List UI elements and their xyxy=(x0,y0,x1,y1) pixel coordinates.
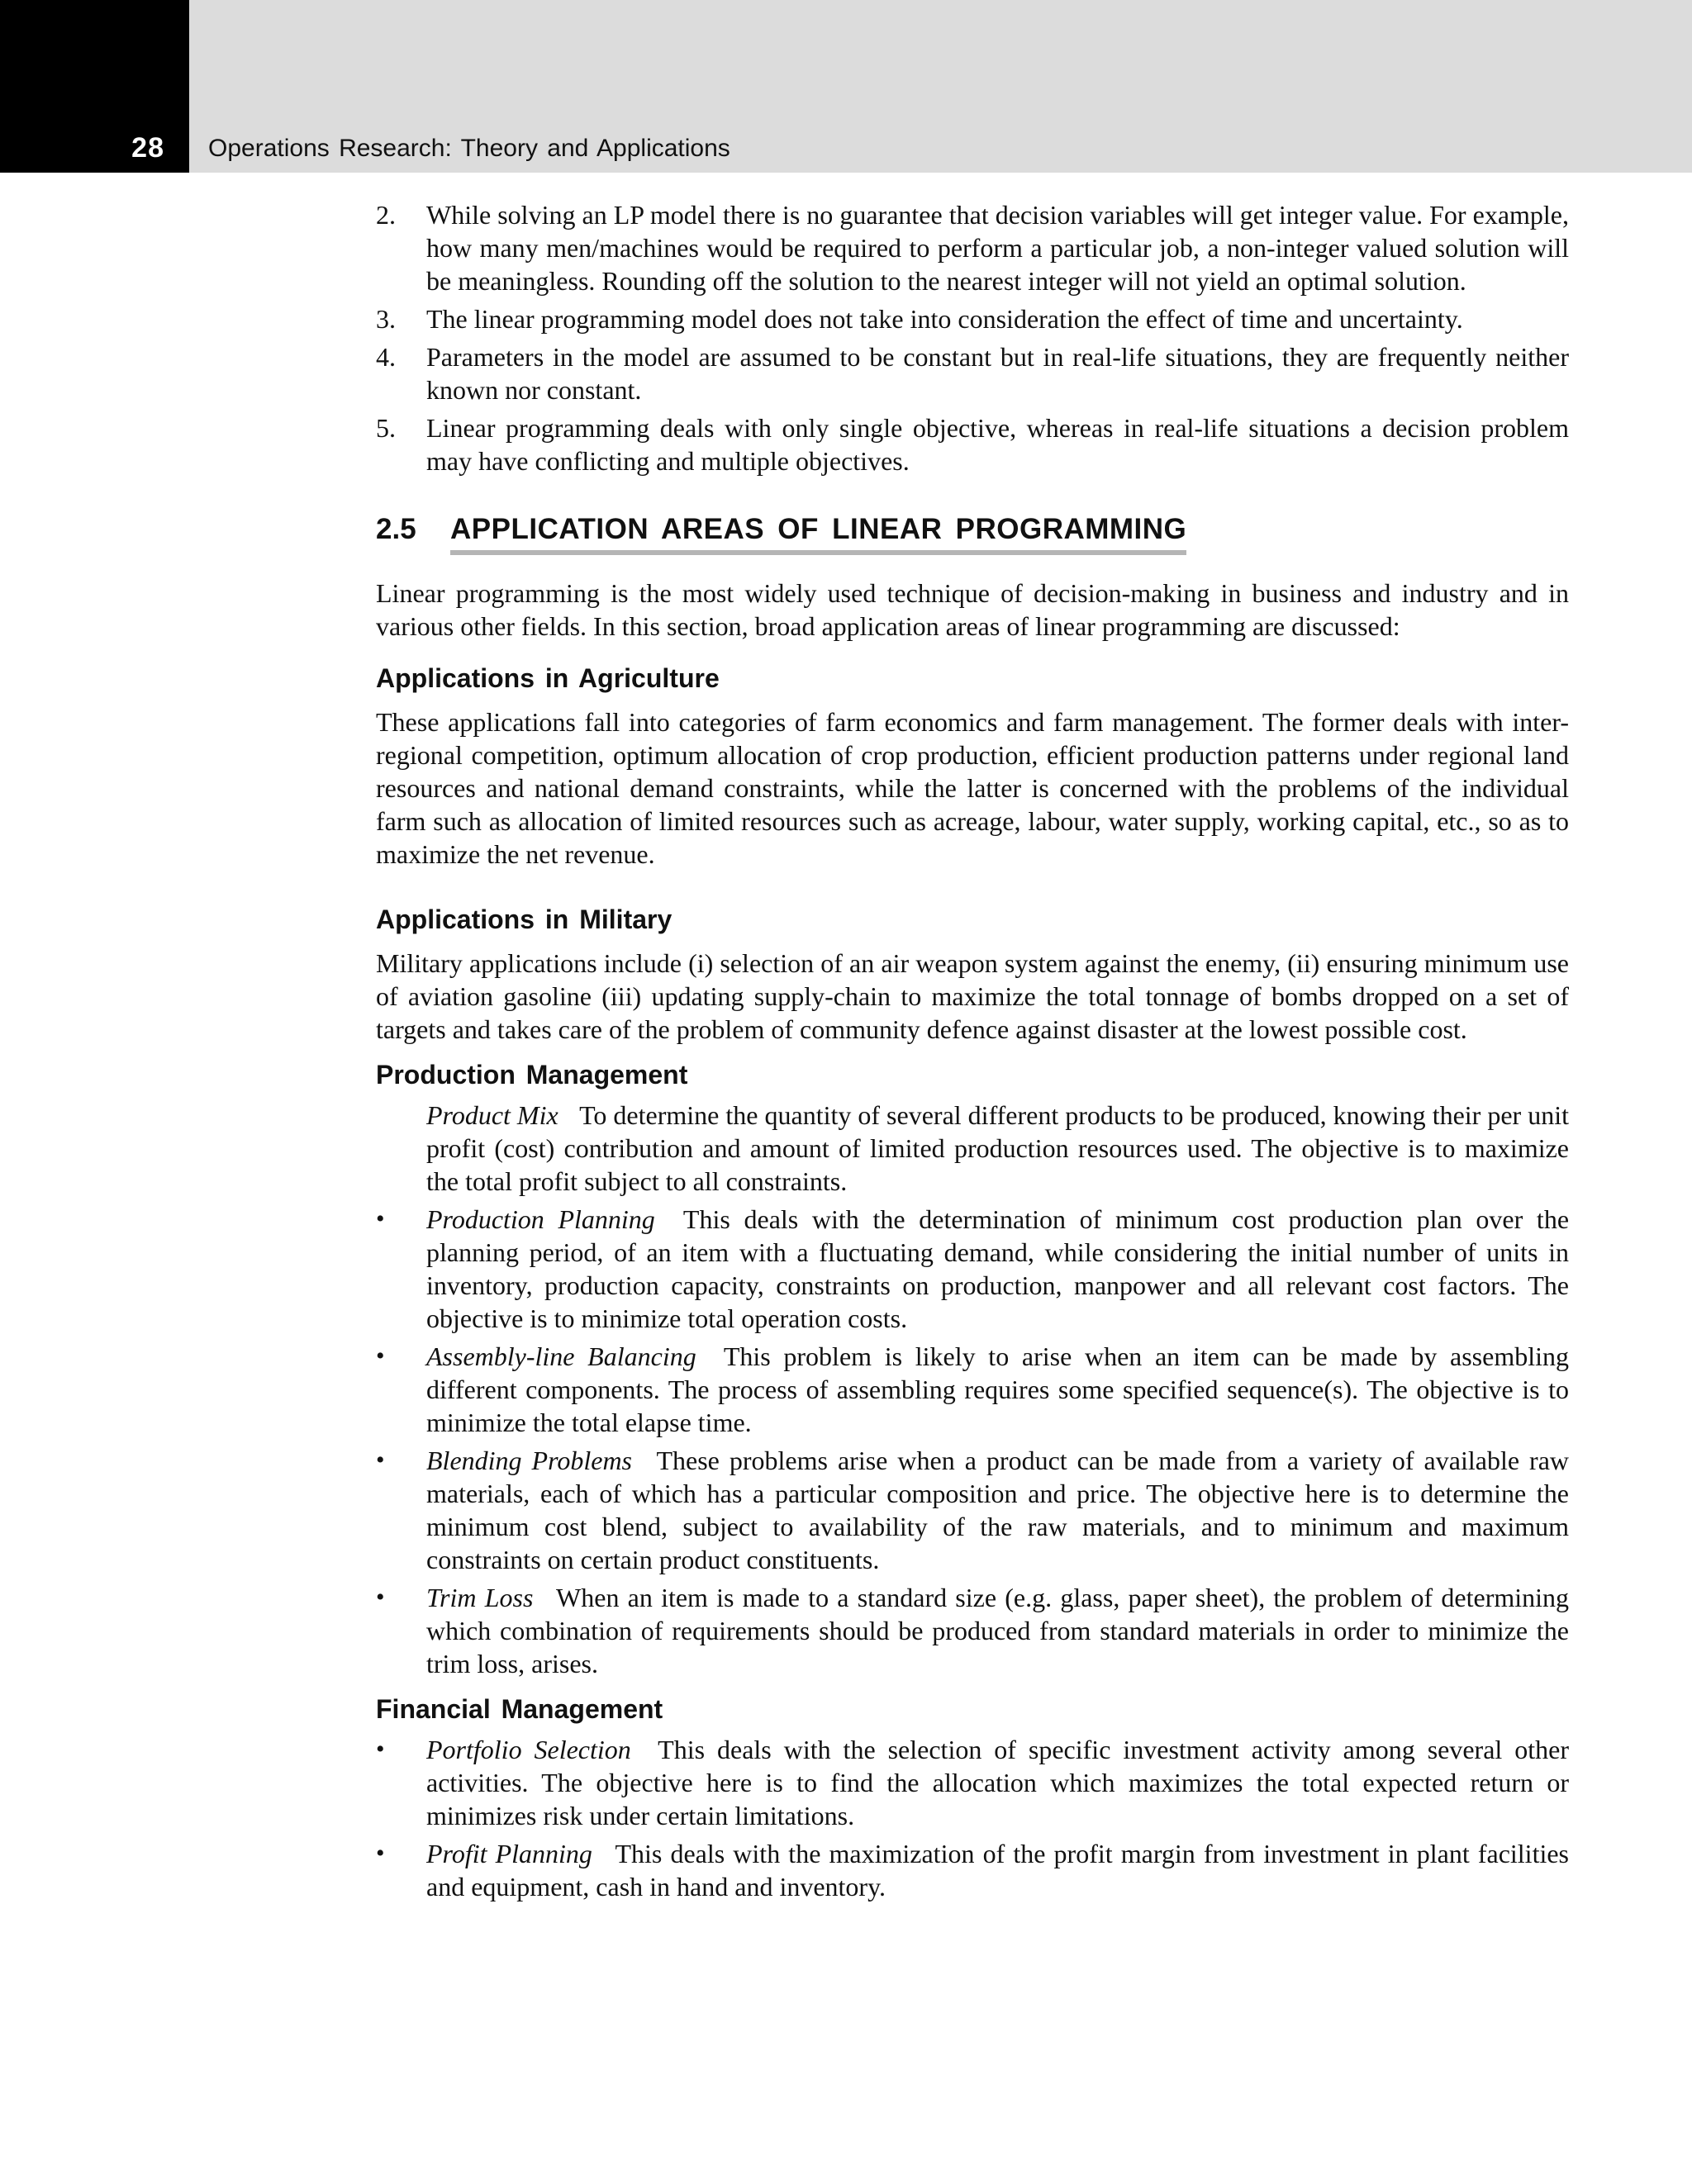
item-term: Production Planning xyxy=(426,1204,655,1234)
section-heading xyxy=(376,510,1569,555)
page-number: 28 xyxy=(131,132,164,164)
item-term: Profit Planning xyxy=(426,1839,592,1868)
list-item xyxy=(376,1733,1569,1832)
production-list xyxy=(376,1099,1569,1680)
item-text: These problems arise when a product can be made from a variety of available raw materials, each of which has a particular composition and price. The objective here is to determine the minimum cost blend, subject to availability of the raw materials, and to minimum and maximum constraints on certain product constituents. xyxy=(426,1446,1570,1574)
bullet: • xyxy=(376,1342,385,1370)
item-term: Blending Problems xyxy=(426,1446,633,1475)
list-item xyxy=(376,340,1569,406)
item-text: This problem is likely to arise when an item can be made by assembling different components. The process of assembling requires some specified sequence(s). The objective is to minimize the total elapse time. xyxy=(426,1341,1570,1437)
section-number: 2.5 xyxy=(376,513,416,545)
list-item xyxy=(376,1444,1569,1576)
item-term: Portfolio Selection xyxy=(426,1735,631,1764)
list-item xyxy=(376,411,1569,477)
list-item xyxy=(376,1837,1569,1903)
list-item xyxy=(376,1581,1569,1680)
item-text: While solving an LP model there is no guarantee that decision variables will get integer value. For example, how many men/machines would be required to perform a particular job, a non-integer valued solution will be meaningless. Rounding off the solution to the nearest integer will not yield an optimal solution. xyxy=(426,200,1569,296)
subheading-production: Production Management xyxy=(376,1060,688,1090)
list-item xyxy=(376,1099,1569,1198)
item-text: This deals with the maximization of the profit margin from investment in plant facilities and equipment, cash in hand and inventory. xyxy=(426,1839,1570,1902)
item-term: Assembly-line Balancing xyxy=(426,1341,696,1371)
running-title: Operations Research: Theory and Applications xyxy=(208,135,730,162)
item-text: To determine the quantity of several different products to be produced, knowing their per unit profit (cost) contribution and amount of limited production resources used. The objective is to maximize the total profit subject to all constraints. xyxy=(426,1100,1570,1196)
item-text: Parameters in the model are assumed to be constant but in real-life situations, they are frequently neither known nor constant. xyxy=(426,342,1569,405)
page-body xyxy=(376,198,1569,1908)
section-intro: Linear programming is the most widely used technique of decision-making in business and industry and in various other fields. In this section, broad application areas of linear programming are discussed: xyxy=(376,578,1569,641)
list-item xyxy=(376,302,1569,335)
bullet: • xyxy=(376,1205,385,1232)
list-item xyxy=(376,1203,1569,1335)
page-number-box xyxy=(0,0,189,173)
bullet: • xyxy=(376,1735,385,1763)
bullet: • xyxy=(376,1840,385,1867)
item-text: The linear programming model does not take into consideration the effect of time and uncertainty. xyxy=(426,304,1463,334)
list-item xyxy=(376,198,1569,297)
item-text: When an item is made to a standard size (e.g. glass, paper sheet), the problem of determining which combination of requirements should be produced from standard materials in order to minimize the trim loss, arises. xyxy=(426,1583,1570,1678)
bullet: • xyxy=(376,1583,385,1611)
agriculture-text: These applications fall into categories of farm economics and farm management. The former deals with inter-regional competition, optimum allocation of crop production, efficient production patterns under regional land resources and national demand constraints, while the latter is concerned with the problems of the individual farm such as allocation of limited resources such as acreage, labour, water supply, working capital, etc., so as to maximize the net revenue. xyxy=(376,707,1569,869)
subheading-financial: Financial Management xyxy=(376,1694,663,1724)
section-title: APPLICATION AREAS OF LINEAR PROGRAMMING xyxy=(450,510,1186,555)
bullet: • xyxy=(376,1446,385,1474)
item-number: 2. xyxy=(376,200,396,230)
item-text: This deals with the determination of minimum cost production plan over the planning period, of an item with a fluctuating demand, while considering the initial number of units in inventory, production capacity, constraints on production, manpower and all relevant cost factors. The objective is to minimize total operation costs. xyxy=(426,1204,1570,1333)
item-number: 4. xyxy=(376,342,396,372)
item-term: Product Mix xyxy=(426,1100,558,1130)
list-item xyxy=(376,1340,1569,1439)
item-number: 3. xyxy=(376,304,396,334)
military-text: Military applications include (i) selection of an air weapon system against the enemy, (ii) ensuring minimum use of aviation gasoline (iii) updating supply-chain to maximize the total tonnage of bombs dropped on a set of targets and takes care of the problem of community defence against disaster at the lowest possible cost. xyxy=(376,948,1569,1044)
subheading-agriculture: Applications in Agriculture xyxy=(376,663,720,693)
item-text: Linear programming deals with only single objective, whereas in real-life situations a decision problem may have conflicting and multiple objectives. xyxy=(426,413,1569,476)
subheading-military: Applications in Military xyxy=(376,904,673,934)
financial-list xyxy=(376,1733,1569,1903)
item-number: 5. xyxy=(376,413,396,443)
item-term: Trim Loss xyxy=(426,1583,534,1612)
item-text: This deals with the selection of specific investment activity among several other activities. The objective here is to find the allocation which maximizes the total expected return or minimizes risk under certain limitations. xyxy=(426,1735,1570,1830)
limitations-list xyxy=(376,198,1569,477)
